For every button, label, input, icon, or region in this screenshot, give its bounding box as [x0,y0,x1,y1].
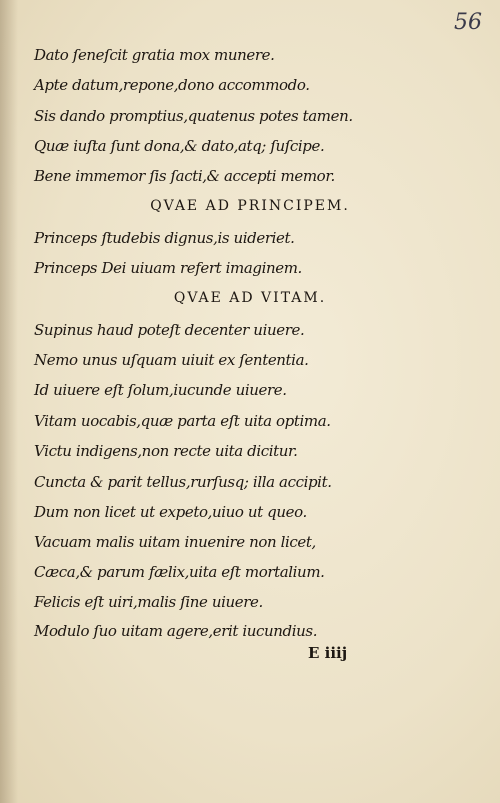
verse-line: Sis dando promptius,quatenus potes tamen. [34,107,353,125]
verse-line: Cuncta & parit tellus,rurſusq; illa accipit. [34,473,332,491]
folio-number: 56 [454,10,482,35]
verse-line: Quæ iuſta ſunt dona,& dato,atq; ſuſcipe. [34,137,325,155]
verse-line: Bene immemor ſis ſacti,& accepti memor. [34,167,335,185]
verse-line: Dum non licet ut expeto,uiuo ut queo. [34,503,307,521]
verse-line: Felicis eſt uiri,malis ſine uiuere. [34,593,263,611]
verse-line: Modulo ſuo uitam agere,erit iucundius. [34,622,318,640]
verse-line: Dato ſeneſcit gratia mox munere. [34,46,275,64]
section-heading-principem: QVAE AD PRINCIPEM. [150,198,350,214]
verse-line: Nemo unus uſquam uiuit ex ſententia. [34,351,309,369]
verse-line: Cæca,& parum fælix,uita eſt mortalium. [34,563,325,581]
section-heading-vitam: QVAE AD VITAM. [173,290,327,306]
signature-mark: E iiij [308,644,348,662]
verse-line: Supinus haud poteſt decenter uiuere. [34,321,305,339]
verse-line: Apte datum,repone,dono accommodo. [34,76,310,94]
verse-line: Princeps Dei uiuam refert imaginem. [34,259,302,277]
verse-line: Id uiuere eſt ſolum,iucunde uiuere. [34,381,287,399]
verse-line: Vitam uocabis,quæ parta eſt uita optima. [34,412,331,430]
verse-line: Victu indigens,non recte uita dicitur. [34,442,298,460]
gutter-shadow [0,0,18,803]
verse-line: Vacuam malis uitam inuenire non licet, [34,533,316,551]
verse-line: Princeps ſtudebis dignus,is uideriet. [34,229,295,247]
